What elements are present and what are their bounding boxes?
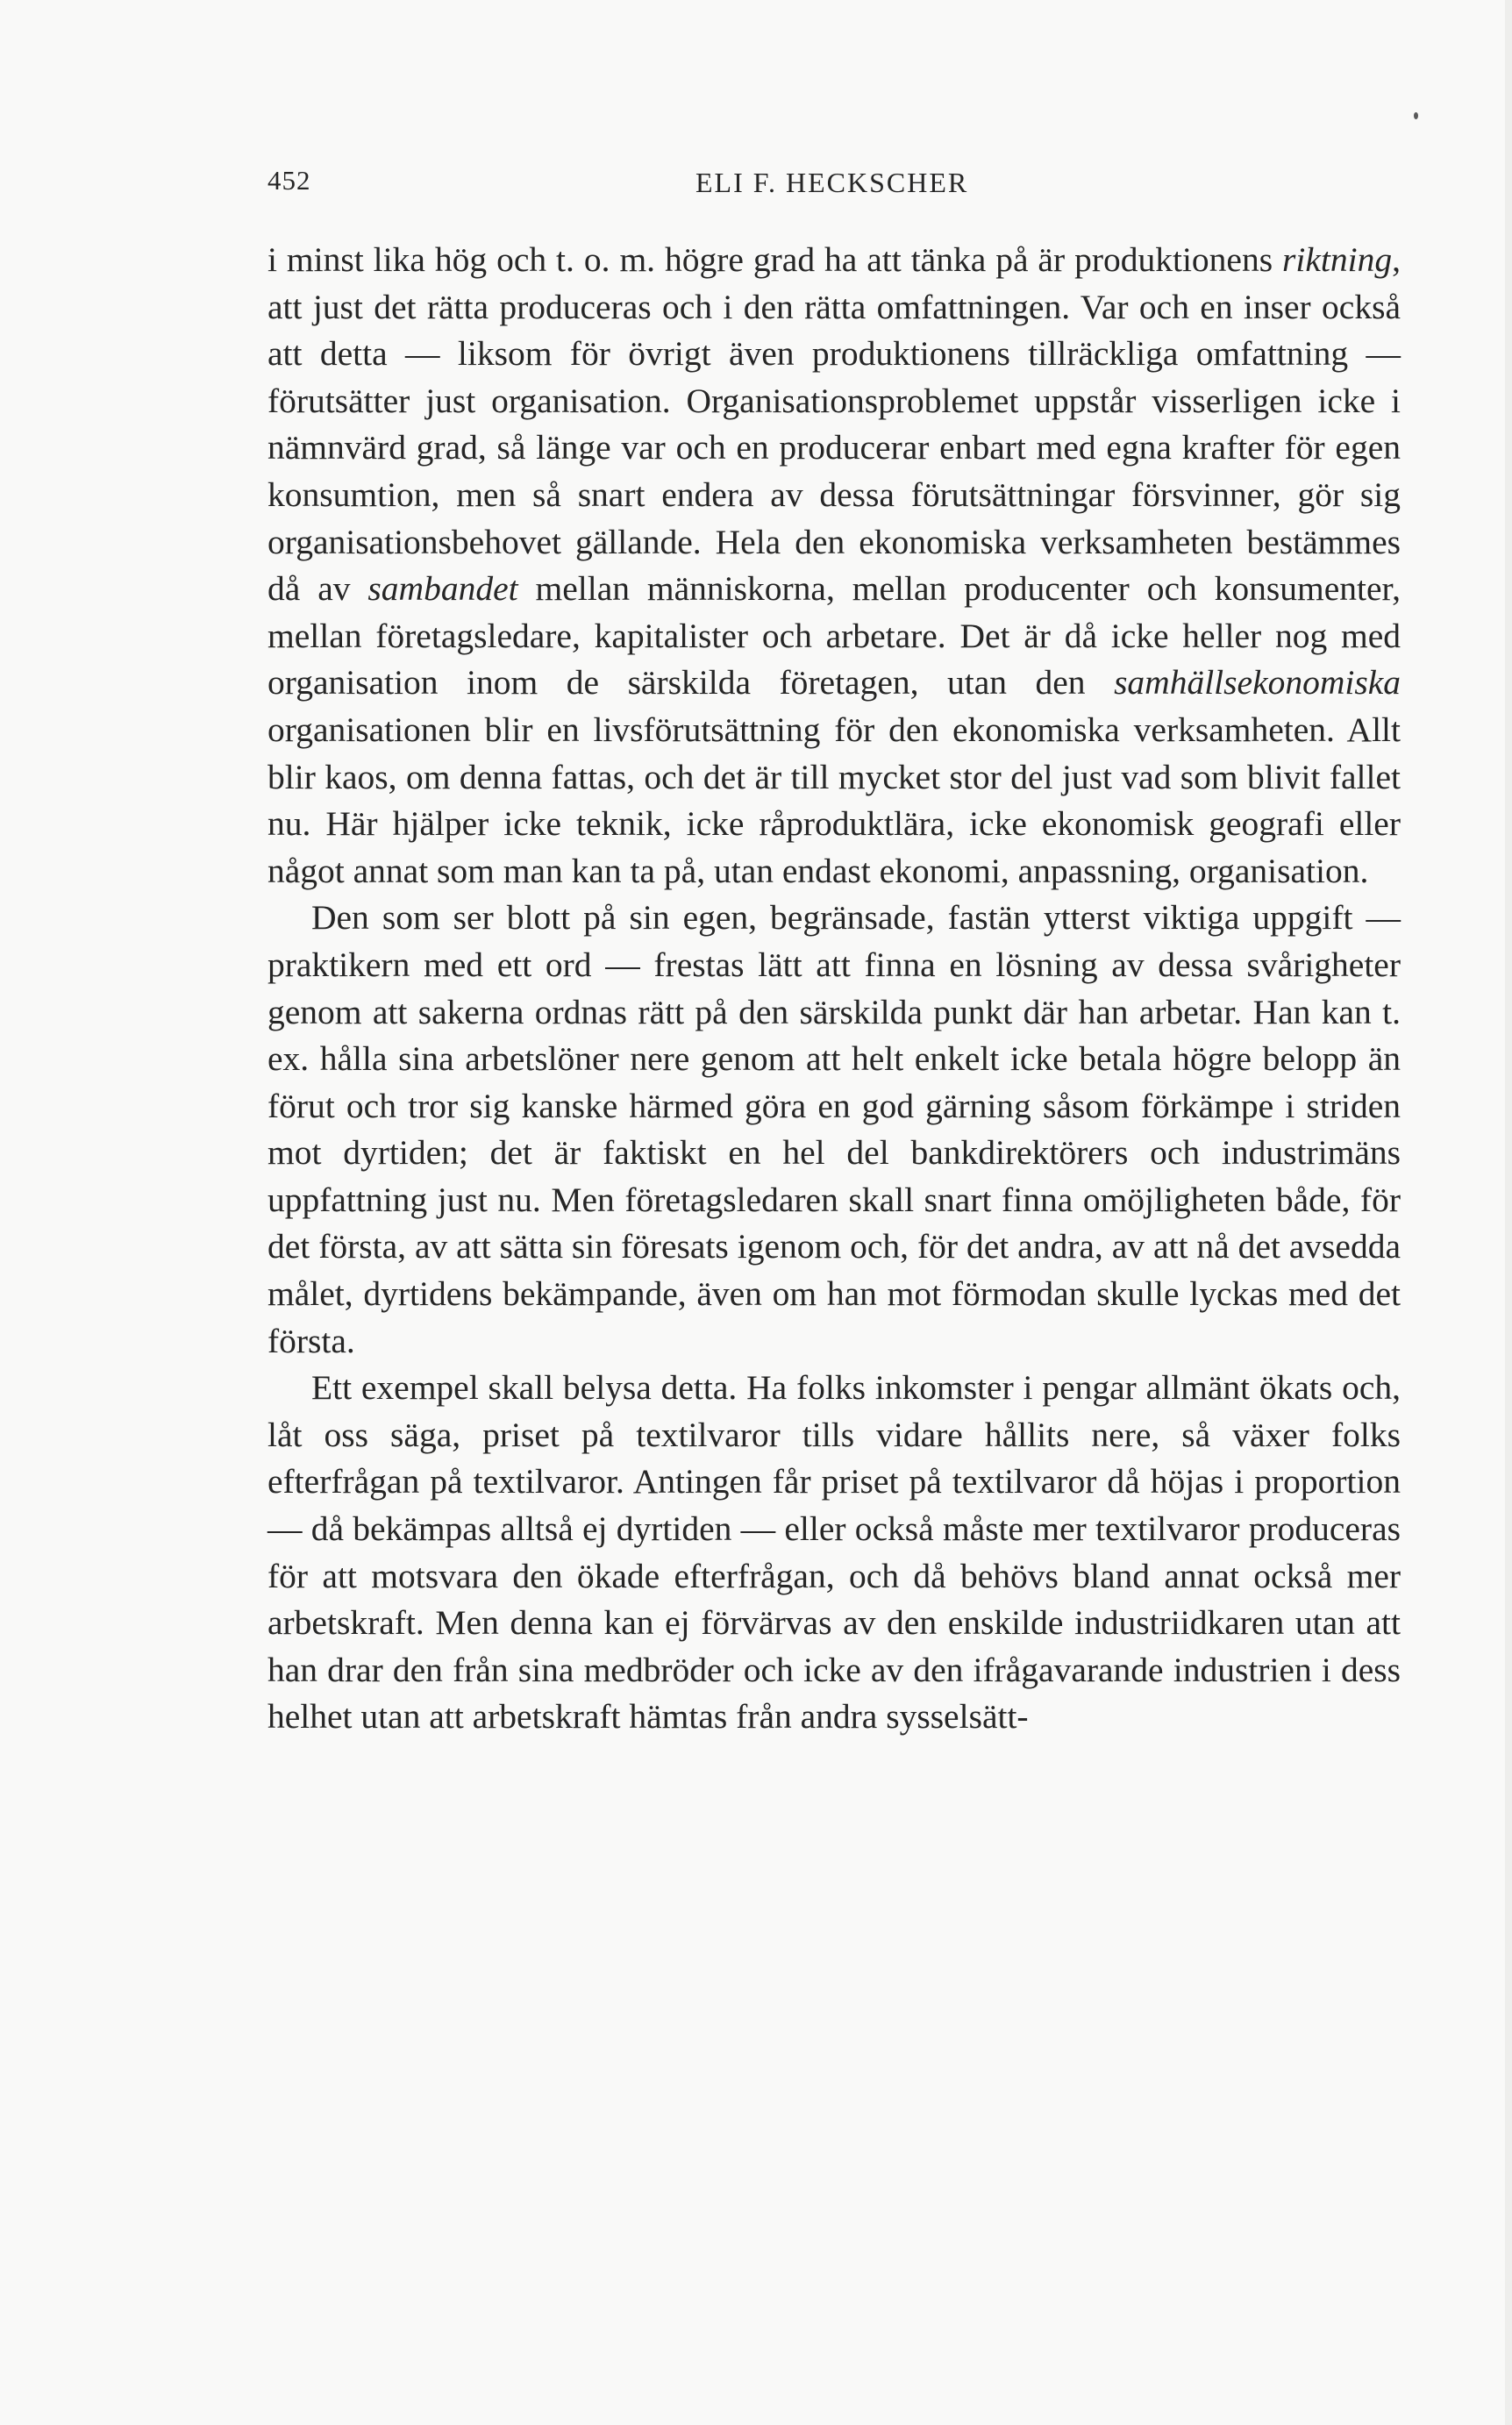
italic-term-samhallsekonomiska: samhällsekonomiska — [1114, 663, 1401, 703]
paragraph-1-segment-1: i minst lika hög och t. o. m. högre grad ha att tänka på är produktionens — [267, 240, 1283, 279]
paragraph-2-text: Den som ser blott på sin egen, begränsade, fastän ytterst viktiga uppgift — praktikern med ett ord — frestas lätt att finna en lösning av dessa svårigheter genom att sakerna ordnas rätt på den särskilda punkt där han arbetar. Han kan t. ex. hålla sina arbetslöner nere genom att helt enkelt icke betala högre belopp än förut och tror sig kanske härmed göra en god gärning såsom förkämpe i striden mot dyrtiden; det är faktiskt en hel del bankdirektörers och industrimäns uppfattning just nu. Men företagsledaren skall snart finna omöjligheten både, för det första, av att sätta sin föresats igenom och, för det andra, av att nå det avsedda målet, dyrtidens bekämpande, även om han mot förmodan skulle lyckas med det första. — [267, 898, 1401, 1360]
paragraph-2 — [267, 895, 1401, 1365]
italic-term-riktning: riktning — [1282, 240, 1393, 279]
page-header — [267, 165, 1416, 209]
page-number: 452 — [267, 165, 311, 196]
paragraph-3 — [267, 1365, 1401, 1741]
paragraph-1-segment-7: organisationen blir en livsförutsättning för den ekonomiska verksamheten. Allt blir kaos, om denna fattas, och det är till mycket stor del just vad som blivit fallet nu. Här hjälper icke teknik, icke råproduktlära, icke ekonomisk geografi eller något annat som man kan ta på, utan endast ekonomi, anpassning, organisation. — [267, 710, 1401, 890]
paragraph-1 — [267, 237, 1401, 895]
body-text — [267, 237, 1401, 1741]
ink-speck — [1414, 112, 1418, 119]
running-head: ELI F. HECKSCHER — [695, 167, 969, 198]
italic-term-sambandet: sambandet — [367, 569, 518, 609]
paragraph-1-segment-3: , att just det rätta produceras och i den rätta omfattningen. Var och en inser också att detta — liksom för övrigt även produktionens tillräckliga omfattning — förutsätter just organisation. Organisationsproblemet uppstår visserligen icke i nämnvärd grad, så länge var och en producerar enbart med egna krafter för egen konsumtion, men så snart endera av dessa förutsättningar försvinner, gör sig organisationsbehovet gällande. Hela den ekonomiska verksamheten bestämmes då av — [267, 240, 1401, 609]
paragraph-3-text: Ett exempel skall belysa detta. Ha folks inkomster i pengar allmänt ökats och, låt oss säga, priset på textilvaror tills vidare hållits nere, så växer folks efterfrågan på textilvaror. Antingen får priset på textilvaror då höjas i proportion — då bekämpas alltså ej dyrtiden — eller också måste mer textilvaror produceras för att motsvara den ökade efterfrågan, och då behövs bland annat också mer arbetskraft. Men denna kan ej förvärvas av den enskilde industriidkaren utan att han drar den från sina medbröder och icke av den ifrågavarande industrien i dess helhet utan att arbetskraft hämtas från andra sysselsätt- — [267, 1368, 1401, 1737]
page-edge — [1505, 0, 1512, 2425]
paragraph-1-segment-5: mellan människorna, mellan producenter och konsumenter, mellan företagsledare, kapitalister och arbetare. Det är då icke heller nog med organisation inom de särskilda företagen, utan den — [267, 569, 1401, 703]
